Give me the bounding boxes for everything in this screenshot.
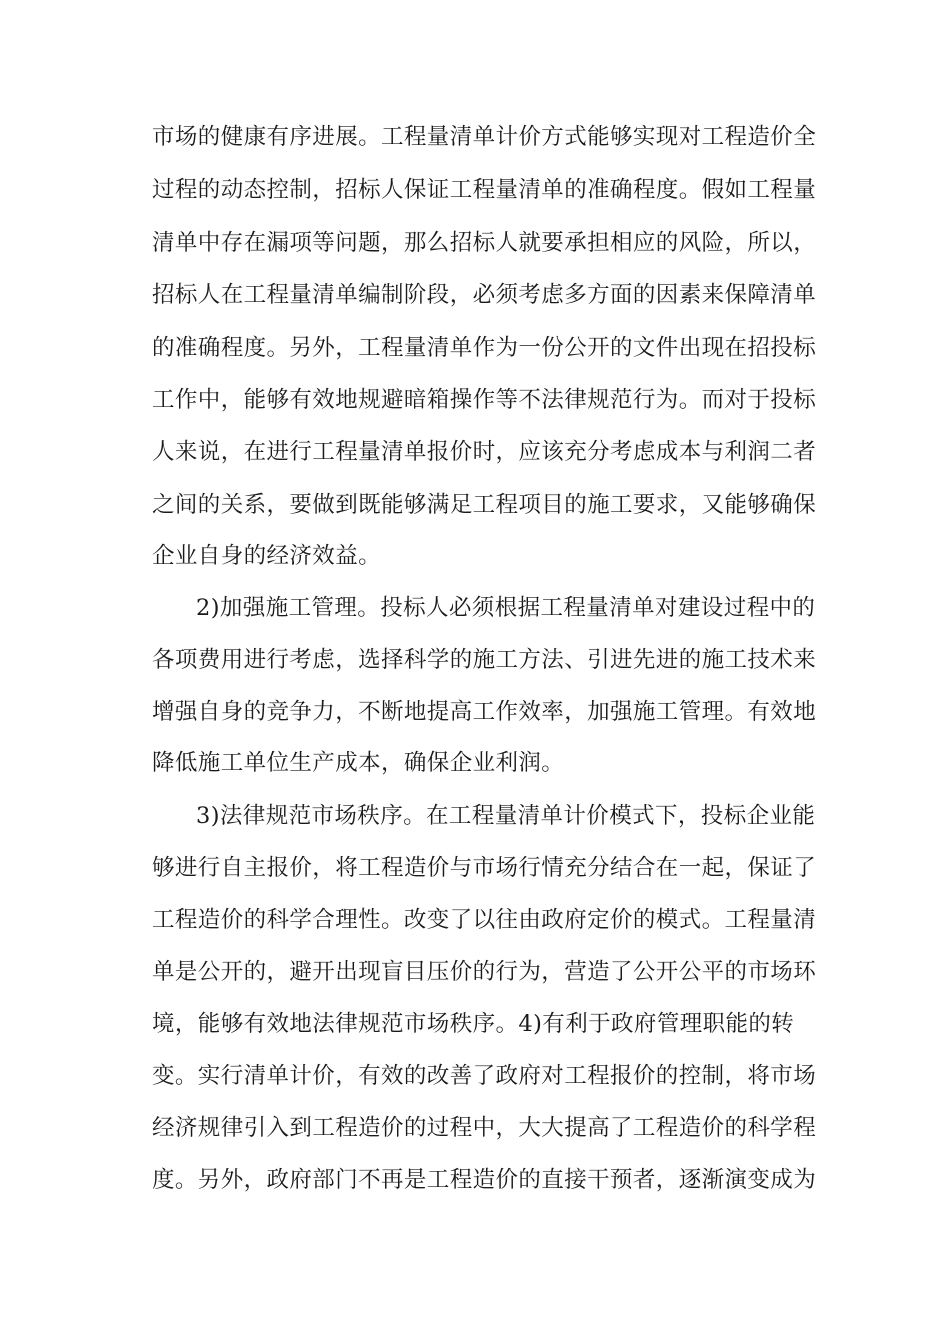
text-line: 工程造价的科学合理性。改变了以往由政府定价的模式。工程量清: [152, 907, 817, 933]
paragraph-start-line: 3)法律规范市场秩序。在工程量清单计价模式下，投标企业能: [196, 803, 816, 829]
text-line: 增强自身的竞争力，不断地提高工作效率，加强施工管理。有效地: [152, 699, 817, 725]
text-line: 变。实行清单计价，有效的改善了政府对工程报价的控制，将市场: [152, 1063, 817, 1089]
text-line: 够进行自主报价，将工程造价与市场行情充分结合在一起，保证了: [152, 855, 817, 881]
text-line: 清单中存在漏项等问题，那么招标人就要承担相应的风险，所以，: [152, 230, 817, 256]
text-line: 招标人在工程量清单编制阶段，必须考虑多方面的因素来保障清单: [152, 282, 817, 308]
text-line: 单是公开的，避开出现盲目压价的行为，营造了公开公平的市场环: [152, 959, 817, 985]
text-line: 市场的健康有序进展。工程量清单计价方式能够实现对工程造价全: [152, 124, 817, 150]
text-line: 的准确程度。另外，工程量清单作为一份公开的文件出现在招投标: [152, 335, 817, 361]
text-line: 经济规律引入到工程造价的过程中，大大提高了工程造价的科学程: [152, 1115, 817, 1141]
text-line: 境，能够有效地法律规范市场秩序。4)有利于政府管理职能的转: [152, 1011, 795, 1037]
text-line: 人来说，在进行工程量清单报价时，应该充分考虑成本与利润二者: [152, 439, 817, 465]
text-line: 工作中，能够有效地规避暗箱操作等不法律规范行为。而对于投标: [152, 387, 817, 413]
text-line: 之间的关系，要做到既能够满足工程项目的施工要求，又能够确保: [152, 492, 817, 518]
text-line: 企业自身的经济效益。: [152, 543, 382, 569]
text-line: 过程的动态控制，招标人保证工程量清单的准确程度。假如工程量: [152, 177, 817, 203]
text-line: 度。另外，政府部门不再是工程造价的直接干预者，逐渐演变成为: [152, 1167, 817, 1193]
paragraph-start-line: 2)加强施工管理。投标人必须根据工程量清单对建设过程中的: [196, 595, 816, 621]
text-line: 降低施工单位生产成本，确保企业利润。: [152, 750, 565, 776]
text-line: 各项费用进行考虑，选择科学的施工方法、引进先进的施工技术来: [152, 647, 817, 673]
